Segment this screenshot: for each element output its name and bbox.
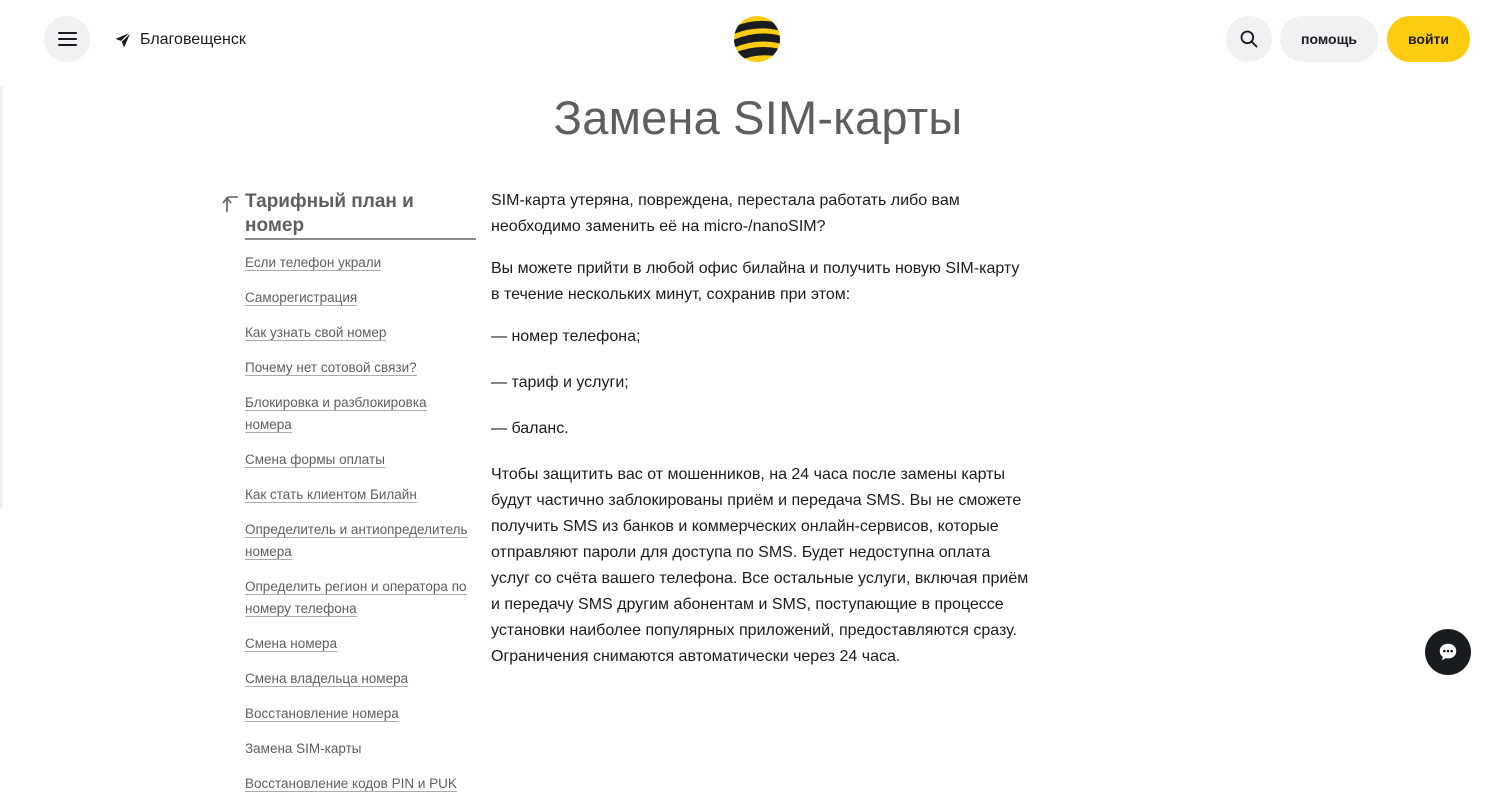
sidebar-item [245,484,476,506]
sidebar-item [245,449,476,471]
sidebar-link-block-unblock[interactable]: Блокировка и разблокировка номера [245,395,427,432]
sidebar-link-change-owner[interactable]: Смена владельца номера [245,671,409,686]
sidebar-link-region-operator[interactable]: Определить регион и оператора по номеру телефона [245,579,467,616]
sidebar-link-payment-form[interactable]: Смена формы оплаты [245,452,385,467]
sidebar-list [221,252,476,795]
city-selector[interactable] [114,29,246,51]
sidebar-section-link[interactable] [221,190,476,240]
chat-bubble-icon [1437,641,1459,663]
office-paragraph: Вы можете прийти в любой офис билайна и получить новую SIM-карту в течение нескольких минут, сохранив при этом: [491,260,1020,303]
sidebar-item [245,519,476,563]
sidebar-item [245,576,476,620]
sidebar-item [245,322,476,344]
intro-paragraph: SIM-карта утеряна, повреждена, перестала работать либо вам необходимо заменить её на micro-/nanoSIM? [491,192,960,235]
paper-plane-icon [114,31,132,49]
list-item-tariff: — тариф и услуги; [491,374,629,391]
sidebar-item [245,773,476,795]
sidebar-link-restore-number[interactable]: Восстановление номера [245,706,399,721]
search-button[interactable] [1226,16,1272,62]
sidebar-item [245,357,476,379]
sidebar-link-change-number[interactable]: Смена номера [245,636,338,651]
help-button[interactable]: помощь [1280,16,1378,62]
article-content [491,188,1031,686]
sidebar-item-current [245,738,476,760]
city-name: Благовещенск [140,31,246,48]
sidebar-item [245,703,476,725]
site-header [0,0,1500,80]
login-button[interactable]: войти [1387,16,1470,62]
sidebar-link-sim-replacement: Замена SIM-карты [245,741,362,756]
sidebar-link-phone-stolen[interactable]: Если телефон украли [245,255,382,270]
left-rule-divider [0,86,3,508]
beeline-logo[interactable] [733,15,781,63]
sidebar-link-no-signal[interactable]: Почему нет сотовой связи? [245,360,417,375]
hamburger-icon [58,32,77,46]
sidebar-link-pin-puk[interactable]: Восстановление кодов PIN и PUK [245,776,457,791]
sidebar-item [245,668,476,690]
menu-button[interactable] [44,16,90,62]
sidebar-link-become-client[interactable]: Как стать клиентом Билайн [245,487,417,502]
sidebar-item [245,633,476,655]
sidebar-item [245,287,476,309]
page-title: Замена SIM-карты [553,91,963,144]
sidebar-item [245,252,476,274]
sidebar-item [245,392,476,436]
sidebar-link-find-number[interactable]: Как узнать свой номер [245,325,387,340]
sidebar-section-title: Тарифный план и номер [245,190,476,240]
chat-button[interactable] [1425,629,1471,675]
back-arrow-icon [221,194,239,214]
list-item-number: — номер телефона; [491,328,641,345]
fraud-protection-paragraph: Чтобы защитить вас от мошенников, на 24 часа после замены карты будут частично заблокированы приём и передача SMS. Вы не сможете получить SMS из банков и коммерческих онлайн-сервисов, которые отправляют пароли для доступа по SMS. Будет недоступна оплата услуг со счёта вашего телефона. Все остальные услуги, включая приём и передачу SMS другим абонентам и SMS, поступающие в процессе установки наиболее популярных приложений, предоставляются сразу. Ограничения снимаются автоматически через 24 часа. [491,466,1029,665]
search-icon [1239,29,1259,49]
sidebar-nav [221,190,476,808]
list-item-balance: — баланс. [491,420,569,437]
sidebar-link-caller-id[interactable]: Определитель и антиопределитель номера [245,522,468,559]
sidebar-link-self-registration[interactable]: Саморегистрация [245,290,358,305]
